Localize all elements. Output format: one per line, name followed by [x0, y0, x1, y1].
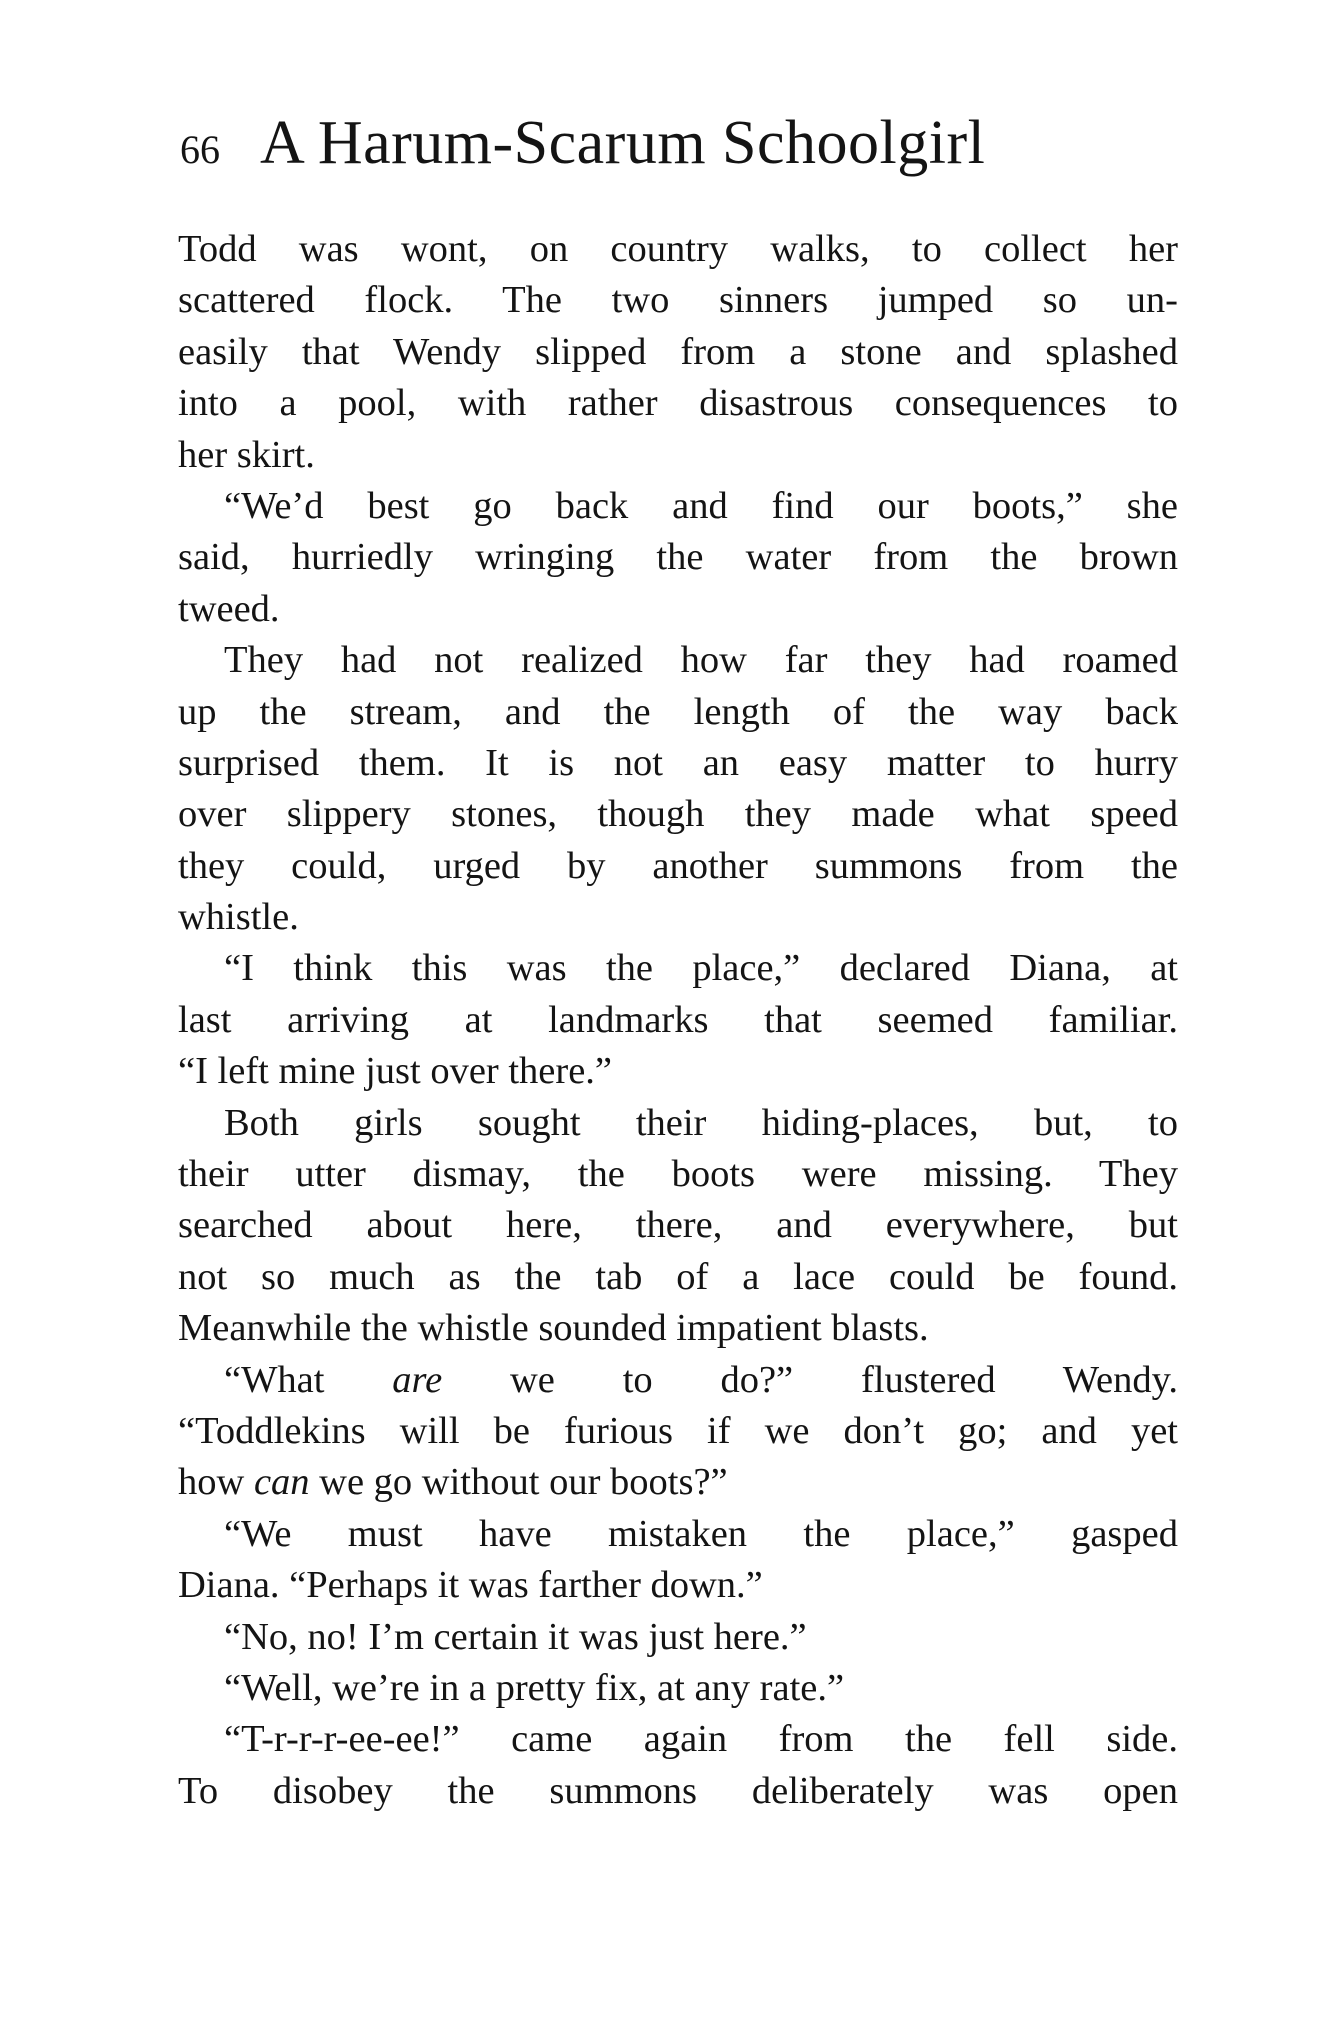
text-line: surprised them. It is not an easy matter to hurry [178, 741, 1178, 784]
text-line: “We’d best go back and find our boots,” she [224, 484, 1178, 527]
text-line: easily that Wendy slipped from a stone and splashed [178, 330, 1178, 373]
running-head [180, 108, 1180, 188]
text-line: her skirt. [178, 433, 315, 476]
running-title: A Harum-Scarum Schoolgirl [260, 109, 986, 177]
text-line: They had not realized how far they had roamed [224, 639, 1178, 682]
text-line: “T-r-r-r-ee-ee!” came again from the fell side. [224, 1718, 1178, 1761]
text-line: “I left mine just over there.” [178, 1050, 613, 1093]
text-line: scattered flock. The two sinners jumped so un- [178, 279, 1178, 322]
text-line: into a pool, with rather disastrous consequences to [178, 382, 1178, 425]
text-line: whistle. [178, 896, 299, 939]
text-line: searched about here, there, and everywhere, but [178, 1204, 1178, 1247]
text-line: they could, urged by another summons from the [178, 844, 1178, 887]
text-line: up the stream, and the length of the way back [178, 690, 1178, 733]
text-line: Diana. “Perhaps it was farther down.” [178, 1564, 763, 1607]
text-line: not so much as the tab of a lace could be found. [178, 1255, 1178, 1298]
text-line: “Toddlekins will be furious if we don’t go; and yet [178, 1409, 1178, 1452]
text-line: their utter dismay, the boots were missing. They [178, 1153, 1178, 1196]
text-line: To disobey the summons deliberately was open [178, 1769, 1178, 1812]
text-line: “Well, we’re in a pretty fix, at any rate.” [224, 1666, 845, 1709]
text-line: “We must have mistaken the place,” gasped [224, 1512, 1178, 1555]
text-line: how can we go without our boots?” [178, 1461, 728, 1504]
text-line: said, hurriedly wringing the water from the brown [178, 536, 1178, 579]
text-line: Both girls sought their hiding-places, but, to [224, 1101, 1178, 1144]
body-text [178, 224, 1178, 1817]
text-line: “What are we to do?” flustered Wendy. [224, 1358, 1178, 1401]
text-line: Todd was wont, on country walks, to collect her [178, 228, 1178, 270]
text-line: last arriving at landmarks that seemed familiar. [178, 998, 1178, 1041]
text-line: “I think this was the place,” declared Diana, at [224, 947, 1178, 990]
text-line: “No, no! I’m certain it was just here.” [224, 1615, 807, 1658]
text-line: Meanwhile the whistle sounded impatient blasts. [178, 1307, 929, 1350]
text-line: tweed. [178, 587, 280, 630]
text-line: over slippery stones, though they made what speed [178, 793, 1178, 836]
page-number: 66 [180, 127, 220, 172]
